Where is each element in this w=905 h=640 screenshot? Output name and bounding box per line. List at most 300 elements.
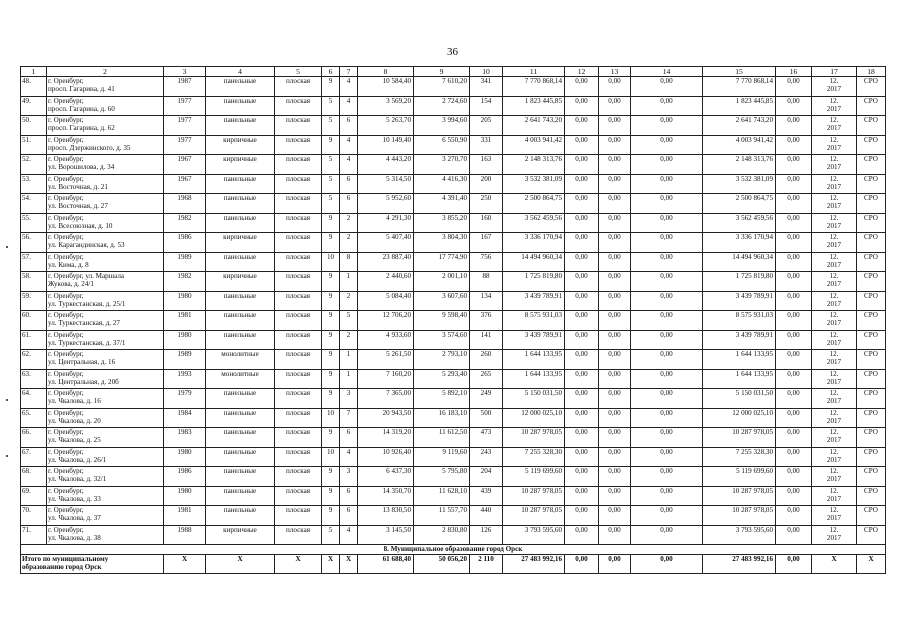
fund-cell: 0,00: [631, 174, 703, 194]
entrances-cell: 2: [340, 213, 358, 233]
wall-material-cell: панельные: [206, 467, 275, 487]
fund-cell: 0,00: [599, 506, 631, 526]
entrances-cell: 4: [340, 135, 358, 155]
fund-cell: 0,00: [631, 155, 703, 175]
address-cell-line: ул. Восточная, д. 27: [48, 202, 108, 211]
address-cell-line: г. Оренбург,: [48, 155, 84, 163]
residents-cell: 200: [470, 174, 503, 194]
year-cell: 1987: [164, 77, 206, 97]
row-number: 55.: [21, 213, 47, 233]
year-cell: 1967: [164, 155, 206, 175]
deadline-cell-line: 2017: [826, 494, 842, 503]
table-row: [21, 525, 886, 545]
entrances-cell: 6: [340, 506, 358, 526]
total-x: X: [206, 555, 275, 574]
owners-funds-cell: 2 148 313,76: [703, 155, 776, 175]
total-row: [21, 555, 886, 574]
wall-material-cell: кирпичные: [206, 233, 275, 253]
owners-funds-cell: 7 255 328,30: [703, 447, 776, 467]
total-cost: 27 483 992,16: [503, 555, 565, 574]
column-number-1: 1: [21, 67, 47, 77]
method-cell: СРО: [857, 194, 886, 214]
wall-material-cell: панельные: [206, 96, 275, 116]
living-area-cell: 5 293,40: [414, 369, 470, 389]
owners-funds-cell: 4 003 941,42: [703, 135, 776, 155]
fund-cell: 0,00: [599, 233, 631, 253]
living-area-cell: 3 855,20: [414, 213, 470, 233]
cost-cell: 3 439 789,91: [503, 291, 565, 311]
fund-cell: 0,00: [631, 233, 703, 253]
deadline-cell-line: 2017: [826, 475, 842, 484]
deadline-cell-line: 2017: [826, 319, 842, 328]
year-cell: 1988: [164, 525, 206, 545]
living-area-cell: 7 610,20: [414, 77, 470, 97]
residents-cell: 160: [470, 213, 503, 233]
fund-cell: 0,00: [565, 77, 599, 97]
table-row: [21, 155, 886, 175]
roof-type-cell: плоская: [275, 135, 322, 155]
fund-cell: 0,00: [599, 389, 631, 409]
deadline-cell-line: 2017: [826, 533, 842, 542]
owners-funds-cell: 1 823 445,85: [703, 96, 776, 116]
deadline-cell-line: 2017: [826, 124, 842, 133]
table-row: [21, 311, 886, 331]
living-area-cell: 2 724,60: [414, 96, 470, 116]
deadline-cell-line: 2017: [826, 280, 842, 289]
entrances-cell: 4: [340, 447, 358, 467]
fund-cell: 0,00: [599, 467, 631, 487]
deadline-cell-line: 12.: [829, 408, 839, 417]
fund-cell: 0,00: [565, 213, 599, 233]
column-number-17: 17: [812, 67, 857, 77]
total-x: X: [857, 555, 886, 574]
table-row: [21, 194, 886, 214]
total-area-cell: 2 440,60: [358, 272, 414, 292]
address-cell: [47, 389, 164, 409]
row-number: 62.: [21, 350, 47, 370]
table-row: [21, 233, 886, 253]
address-cell-line: ул. Чкалова, д. 33: [48, 494, 101, 503]
address-cell-line: г. Оренбург, ул. Маршала: [48, 272, 125, 280]
address-cell-line: г. Оренбург,: [48, 350, 84, 358]
address-cell: [47, 272, 164, 292]
address-cell-line: ул. Чкалова, д. 16: [48, 397, 101, 406]
year-cell: 1980: [164, 330, 206, 350]
year-cell: 1967: [164, 174, 206, 194]
owners-funds-cell: 14 494 960,34: [703, 252, 776, 272]
fund-cell: 0,00: [599, 447, 631, 467]
living-area-cell: 11 612,50: [414, 428, 470, 448]
fund-cell: 0,00: [565, 447, 599, 467]
address-cell-line: г. Оренбург,: [48, 486, 84, 495]
wall-material-cell: панельные: [206, 174, 275, 194]
fund-cell: 0,00: [599, 350, 631, 370]
deadline-cell: [812, 447, 857, 467]
deadline-cell-line: 2017: [826, 241, 842, 250]
deadline-cell: [812, 311, 857, 331]
address-cell: [47, 486, 164, 506]
address-cell: [47, 194, 164, 214]
address-cell-line: г. Оренбург,: [48, 369, 84, 378]
address-cell: [47, 213, 164, 233]
floors-cell: 9: [322, 506, 340, 526]
address-cell-line: ул. Чкалова, д. 32/1: [48, 475, 107, 484]
fund-cell: 0,00: [599, 311, 631, 331]
roof-type-cell: плоская: [275, 369, 322, 389]
living-area-cell: 5 892,10: [414, 389, 470, 409]
address-cell: [47, 350, 164, 370]
year-cell: 1977: [164, 135, 206, 155]
deadline-cell: [812, 330, 857, 350]
row-number: 69.: [21, 486, 47, 506]
unit-cost-cell: 0,00: [776, 272, 812, 292]
floors-cell: 5: [322, 116, 340, 136]
wall-material-cell: панельные: [206, 330, 275, 350]
roof-type-cell: плоская: [275, 291, 322, 311]
residents-cell: 331: [470, 135, 503, 155]
column-number-6: 6: [322, 67, 340, 77]
owners-funds-cell: 10 287 978,05: [703, 428, 776, 448]
total-area-cell: 7 365,00: [358, 389, 414, 409]
floors-cell: 9: [322, 135, 340, 155]
residents-cell: 134: [470, 291, 503, 311]
floors-cell: 9: [322, 389, 340, 409]
deadline-cell-line: 12.: [829, 291, 839, 300]
fund-cell: 0,00: [599, 213, 631, 233]
deadline-cell-line: 2017: [826, 104, 842, 113]
floors-cell: 9: [322, 428, 340, 448]
method-cell: СРО: [857, 135, 886, 155]
deadline-cell-line: 12.: [829, 213, 839, 222]
row-number: 52.: [21, 155, 47, 175]
floors-cell: 9: [322, 311, 340, 331]
table-row: [21, 272, 886, 292]
wall-material-cell: панельные: [206, 447, 275, 467]
row-number: 68.: [21, 467, 47, 487]
deadline-cell-line: 12.: [829, 428, 839, 436]
fund-cell: 0,00: [565, 389, 599, 409]
address-cell-line: г. Оренбург,: [48, 135, 84, 144]
year-cell: 1981: [164, 506, 206, 526]
address-cell-line: г. Оренбург,: [48, 194, 84, 202]
total-area-cell: 12 706,20: [358, 311, 414, 331]
cost-cell: 2 148 313,76: [503, 155, 565, 175]
address-cell: [47, 96, 164, 116]
row-number: 66.: [21, 428, 47, 448]
method-cell: СРО: [857, 525, 886, 545]
column-number-5: 5: [275, 67, 322, 77]
row-number: 51.: [21, 135, 47, 155]
total-fund: 0,00: [599, 555, 631, 574]
unit-cost-cell: 0,00: [776, 291, 812, 311]
method-cell: СРО: [857, 467, 886, 487]
column-number-15: 15: [703, 67, 776, 77]
deadline-cell-line: 12.: [829, 194, 839, 202]
deadline-cell-line: 2017: [826, 358, 842, 367]
wall-material-cell: панельные: [206, 252, 275, 272]
address-cell: [47, 447, 164, 467]
address-cell-line: просп. Гагарина, д. 60: [48, 104, 115, 113]
floors-cell: 9: [322, 77, 340, 97]
total-x: X: [322, 555, 340, 574]
owners-funds-cell: 7 770 868,14: [703, 77, 776, 97]
entrances-cell: 8: [340, 252, 358, 272]
fund-cell: 0,00: [565, 135, 599, 155]
address-cell-line: г. Оренбург,: [48, 311, 84, 319]
total-area-cell: 13 830,50: [358, 506, 414, 526]
total-area-cell: 5 952,60: [358, 194, 414, 214]
deadline-cell-line: 2017: [826, 455, 842, 464]
floors-cell: 10: [322, 408, 340, 428]
roof-type-cell: плоская: [275, 447, 322, 467]
cost-cell: 7 770 868,14: [503, 77, 565, 97]
owners-funds-cell: 5 119 699,60: [703, 467, 776, 487]
residents-cell: 204: [470, 467, 503, 487]
table-row: [21, 467, 886, 487]
fund-cell: 0,00: [599, 174, 631, 194]
owners-funds-cell: 3 336 170,94: [703, 233, 776, 253]
row-number: 61.: [21, 330, 47, 350]
wall-material-cell: панельные: [206, 116, 275, 136]
fund-cell: 0,00: [631, 486, 703, 506]
housing-table: [20, 66, 886, 574]
address-cell: [47, 233, 164, 253]
table-row: [21, 428, 886, 448]
fund-cell: 0,00: [599, 155, 631, 175]
address-cell-line: ул. Карагандинская, д. 53: [48, 241, 125, 250]
year-cell: 1981: [164, 311, 206, 331]
table-row: [21, 330, 886, 350]
residents-cell: 756: [470, 252, 503, 272]
deadline-cell: [812, 96, 857, 116]
row-number: 58.: [21, 272, 47, 292]
address-cell-line: ул. Туркестанская, д. 27: [48, 319, 120, 328]
address-cell-line: г. Оренбург,: [48, 447, 84, 456]
entrances-cell: 6: [340, 428, 358, 448]
address-cell-line: г. Оренбург,: [48, 174, 84, 183]
year-cell: 1989: [164, 252, 206, 272]
address-cell: [47, 252, 164, 272]
floors-cell: 9: [322, 350, 340, 370]
roof-type-cell: плоская: [275, 330, 322, 350]
entrances-cell: 3: [340, 389, 358, 409]
row-number: 67.: [21, 447, 47, 467]
total-label-line: образованию город Орск: [22, 563, 102, 572]
living-area-cell: 11 557,70: [414, 506, 470, 526]
year-cell: 1980: [164, 486, 206, 506]
roof-type-cell: плоская: [275, 272, 322, 292]
living-area-cell: 17 774,90: [414, 252, 470, 272]
entrances-cell: 2: [340, 330, 358, 350]
living-area-cell: 3 994,60: [414, 116, 470, 136]
year-cell: 1977: [164, 116, 206, 136]
address-cell: [47, 506, 164, 526]
cost-cell: 1 644 133,95: [503, 350, 565, 370]
cost-cell: 3 793 595,60: [503, 525, 565, 545]
fund-cell: 0,00: [565, 525, 599, 545]
table-row: [21, 116, 886, 136]
wall-material-cell: панельные: [206, 486, 275, 506]
fund-cell: 0,00: [631, 291, 703, 311]
owners-funds-cell: 5 150 031,50: [703, 389, 776, 409]
address-cell-line: ул. Чкалова, д. 20: [48, 416, 101, 425]
column-number-11: 11: [503, 67, 565, 77]
fund-cell: 0,00: [565, 408, 599, 428]
unit-cost-cell: 0,00: [776, 408, 812, 428]
year-cell: 1993: [164, 369, 206, 389]
scan-mark: [6, 246, 8, 248]
total-x: X: [275, 555, 322, 574]
residents-cell: 260: [470, 350, 503, 370]
address-cell: [47, 330, 164, 350]
address-cell-line: г. Оренбург,: [48, 330, 84, 339]
roof-type-cell: плоская: [275, 252, 322, 272]
method-cell: СРО: [857, 350, 886, 370]
living-area-cell: 2 830,80: [414, 525, 470, 545]
residents-cell: 376: [470, 311, 503, 331]
fund-cell: 0,00: [599, 252, 631, 272]
cost-cell: 14 494 960,34: [503, 252, 565, 272]
residents-cell: 341: [470, 77, 503, 97]
unit-cost-cell: 0,00: [776, 116, 812, 136]
column-number-7: 7: [340, 67, 358, 77]
address-cell: [47, 135, 164, 155]
fund-cell: 0,00: [599, 486, 631, 506]
column-number-18: 18: [857, 67, 886, 77]
address-cell-line: просп. Дзержинского, д. 35: [48, 143, 131, 152]
owners-funds-cell: 10 287 978,05: [703, 506, 776, 526]
row-number: 49.: [21, 96, 47, 116]
wall-material-cell: панельные: [206, 506, 275, 526]
total-area-cell: 4 933,60: [358, 330, 414, 350]
year-cell: 1986: [164, 467, 206, 487]
cost-cell: 2 500 864,75: [503, 194, 565, 214]
roof-type-cell: плоская: [275, 350, 322, 370]
total-owners-funds: 27 483 992,16: [703, 555, 776, 574]
section-title: 8. Муниципальное образование город Орск: [21, 545, 886, 555]
living-area-cell: 4 416,30: [414, 174, 470, 194]
deadline-cell-line: 2017: [826, 377, 842, 386]
unit-cost-cell: 0,00: [776, 213, 812, 233]
address-cell: [47, 525, 164, 545]
living-area-cell: 3 804,30: [414, 233, 470, 253]
fund-cell: 0,00: [565, 174, 599, 194]
deadline-cell: [812, 77, 857, 97]
owners-funds-cell: 3 562 459,56: [703, 213, 776, 233]
deadline-cell: [812, 272, 857, 292]
fund-cell: 0,00: [599, 116, 631, 136]
method-cell: СРО: [857, 506, 886, 526]
roof-type-cell: плоская: [275, 389, 322, 409]
method-cell: СРО: [857, 486, 886, 506]
fund-cell: 0,00: [631, 447, 703, 467]
deadline-cell: [812, 389, 857, 409]
living-area-cell: 4 391,40: [414, 194, 470, 214]
total-x: X: [812, 555, 857, 574]
deadline-cell-line: 2017: [826, 202, 842, 211]
unit-cost-cell: 0,00: [776, 135, 812, 155]
deadline-cell: [812, 252, 857, 272]
residents-cell: 440: [470, 506, 503, 526]
table-row: [21, 252, 886, 272]
deadline-cell: [812, 350, 857, 370]
row-number: 60.: [21, 311, 47, 331]
table-row: [21, 96, 886, 116]
living-area-cell: 9 598,40: [414, 311, 470, 331]
roof-type-cell: плоская: [275, 77, 322, 97]
residents-cell: 126: [470, 525, 503, 545]
fund-cell: 0,00: [631, 408, 703, 428]
method-cell: СРО: [857, 233, 886, 253]
cost-cell: 10 287 978,05: [503, 486, 565, 506]
floors-cell: 9: [322, 272, 340, 292]
cost-cell: 3 439 789,91: [503, 330, 565, 350]
cost-cell: 5 119 699,60: [503, 467, 565, 487]
total-area-cell: 3 569,20: [358, 96, 414, 116]
residents-cell: 249: [470, 389, 503, 409]
address-cell-line: г. Оренбург,: [48, 116, 84, 124]
wall-material-cell: монолитные: [206, 350, 275, 370]
deadline-cell: [812, 233, 857, 253]
fund-cell: 0,00: [565, 428, 599, 448]
owners-funds-cell: 2 500 864,75: [703, 194, 776, 214]
deadline-cell: [812, 174, 857, 194]
entrances-cell: 6: [340, 486, 358, 506]
entrances-cell: 6: [340, 174, 358, 194]
year-cell: 1983: [164, 428, 206, 448]
method-cell: СРО: [857, 428, 886, 448]
fund-cell: 0,00: [631, 135, 703, 155]
method-cell: СРО: [857, 174, 886, 194]
row-number: 64.: [21, 389, 47, 409]
table-row: [21, 447, 886, 467]
method-cell: СРО: [857, 311, 886, 331]
fund-cell: 0,00: [631, 467, 703, 487]
deadline-cell-line: 2017: [826, 143, 842, 152]
column-number-9: 9: [414, 67, 470, 77]
row-number: 48.: [21, 77, 47, 97]
deadline-cell: [812, 369, 857, 389]
residents-cell: 243: [470, 447, 503, 467]
cost-cell: 5 150 031,50: [503, 389, 565, 409]
entrances-cell: 4: [340, 96, 358, 116]
method-cell: СРО: [857, 447, 886, 467]
fund-cell: 0,00: [599, 408, 631, 428]
entrances-cell: 2: [340, 233, 358, 253]
year-cell: 1977: [164, 96, 206, 116]
total-x: X: [164, 555, 206, 574]
wall-material-cell: кирпичные: [206, 155, 275, 175]
year-cell: 1980: [164, 447, 206, 467]
fund-cell: 0,00: [565, 291, 599, 311]
address-cell: [47, 155, 164, 175]
fund-cell: 0,00: [599, 135, 631, 155]
fund-cell: 0,00: [631, 77, 703, 97]
deadline-cell: [812, 486, 857, 506]
fund-cell: 0,00: [599, 291, 631, 311]
unit-cost-cell: 0,00: [776, 525, 812, 545]
owners-funds-cell: 3 439 789,91: [703, 291, 776, 311]
address-cell-line: г. Оренбург,: [48, 525, 84, 534]
fund-cell: 0,00: [631, 369, 703, 389]
living-area-cell: 3 270,70: [414, 155, 470, 175]
deadline-cell-line: 2017: [826, 514, 842, 523]
address-cell-line: ул. Туркестанская, д. 37/1: [48, 338, 126, 347]
total-area-cell: 3 145,50: [358, 525, 414, 545]
unit-cost-cell: 0,00: [776, 174, 812, 194]
owners-funds-cell: 10 287 978,05: [703, 486, 776, 506]
unit-cost-cell: 0,00: [776, 233, 812, 253]
